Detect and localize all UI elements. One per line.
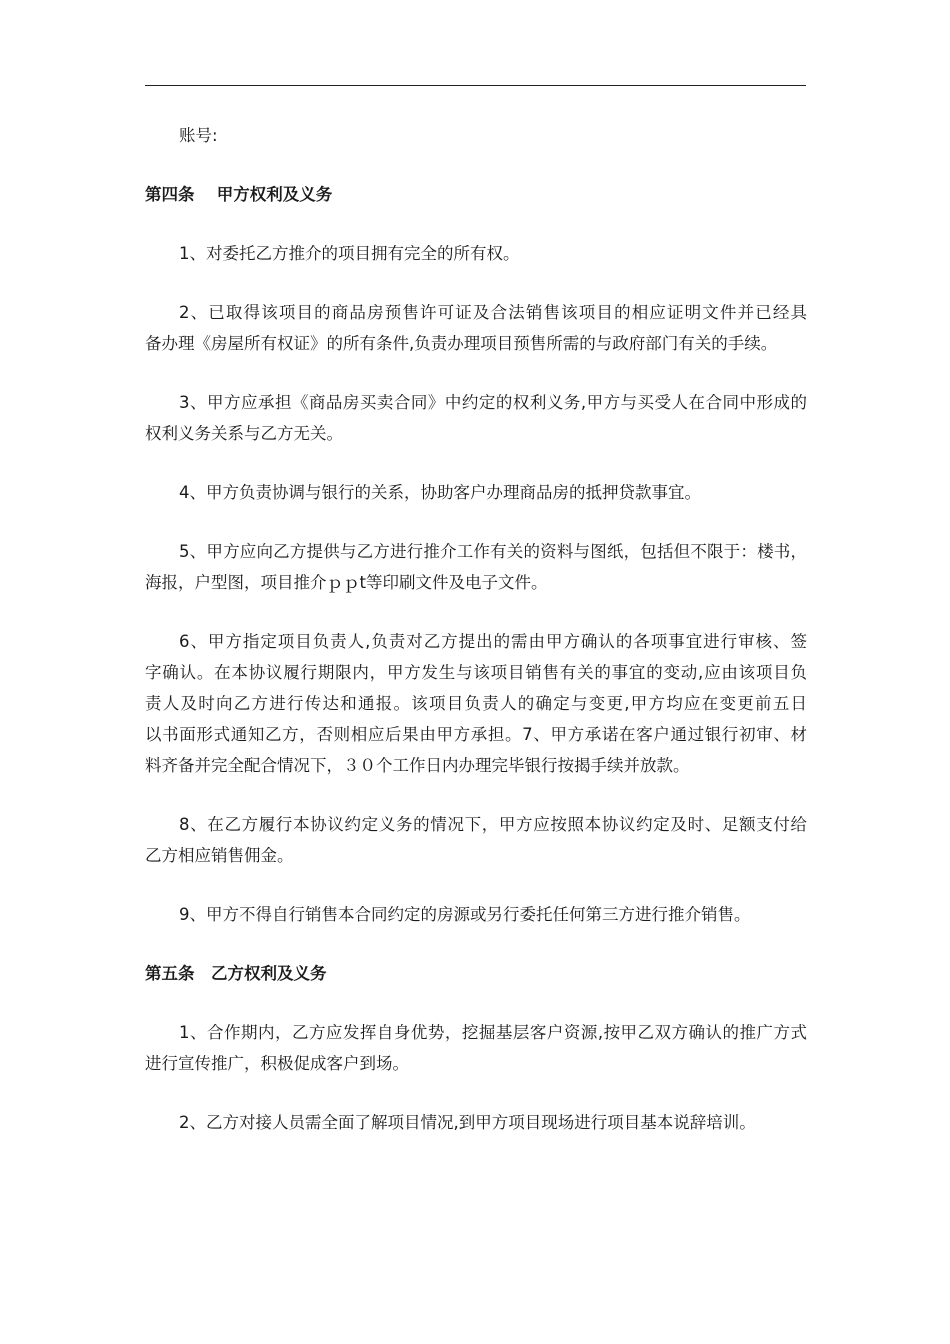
article-5-heading: 第五条 乙方权利及义务: [145, 964, 327, 983]
clause-line: 1、合作期内，乙方应发挥自身优势，挖掘基层客户资源,按甲乙双方确认的推广方式: [179, 1023, 807, 1042]
article-4-clause-1: [145, 238, 807, 269]
clause-line: 8、在乙方履行本协议约定义务的情况下，甲方应按照本协议约定及时、足额支付给: [179, 815, 807, 834]
clause-line: 1、对委托乙方推介的项目拥有完全的所有权。: [179, 244, 520, 263]
clause-line: 海报，户型图，项目推介ｐｐt等印刷文件及电子文件。: [145, 573, 548, 592]
clause-line: 3、甲方应承担《商品房买卖合同》中约定的权利义务,甲方与买受人在合同中形成的: [179, 393, 807, 412]
clause-line: 料齐备并完全配合情况下，３０个工作日内办理完毕银行按揭手续并放款。: [145, 756, 690, 775]
clause-line: 进行宣传推广，积极促成客户到场。: [145, 1054, 409, 1073]
article-4-clause-6: [145, 626, 807, 781]
clause-line: 备办理《房屋所有权证》的所有条件,负责办理项目预售所需的与政府部门有关的手续。: [145, 334, 778, 353]
clause-line: 2、已取得该项目的商品房预售许可证及合法销售该项目的相应证明文件并已经具: [179, 303, 807, 322]
clause-line: 以书面形式通知乙方，否则相应后果由甲方承担。7、甲方承诺在客户通过银行初审、材: [145, 725, 807, 744]
clause-line: 9、甲方不得自行销售本合同约定的房源或另行委托任何第三方进行推介销售。: [179, 905, 751, 924]
clause-line: 责人及时向乙方进行传达和通报。该项目负责人的确定与变更,甲方均应在变更前五日: [145, 694, 807, 713]
header-rule: [145, 85, 806, 86]
clause-line: 2、乙方对接人员需全面了解项目情况,到甲方项目现场进行项目基本说辞培训。: [179, 1113, 756, 1132]
article-4-clause-3: [145, 387, 807, 449]
article-4-clause-8: [145, 809, 807, 871]
clause-line: 5、甲方应向乙方提供与乙方进行推介工作有关的资料与图纸，包括但不限于：楼书，: [179, 542, 807, 561]
document-body: [145, 120, 807, 1138]
article-4-clause-5: [145, 536, 807, 598]
clause-line: 权利义务关系与乙方无关。: [145, 424, 343, 443]
clause-line: 字确认。在本协议履行期限内，甲方发生与该项目销售有关的事宜的变动,应由该项目负: [145, 663, 807, 682]
clause-line: 乙方相应销售佣金。: [145, 846, 294, 865]
article-4-clause-4: [145, 477, 807, 508]
account-label: 账号:: [179, 126, 218, 145]
clause-line: 6、甲方指定项目负责人,负责对乙方提出的需由甲方确认的各项事宜进行审核、签: [179, 632, 807, 651]
article-5-clause-2: [145, 1107, 807, 1138]
article-5-clause-1: [145, 1017, 807, 1079]
article-4-heading: 第四条 甲方权利及义务: [145, 185, 333, 204]
article-4-clause-2: [145, 297, 807, 359]
clause-line: 4、甲方负责协调与银行的关系，协助客户办理商品房的抵押贷款事宜。: [179, 483, 701, 502]
article-4-clause-9: [145, 899, 807, 930]
